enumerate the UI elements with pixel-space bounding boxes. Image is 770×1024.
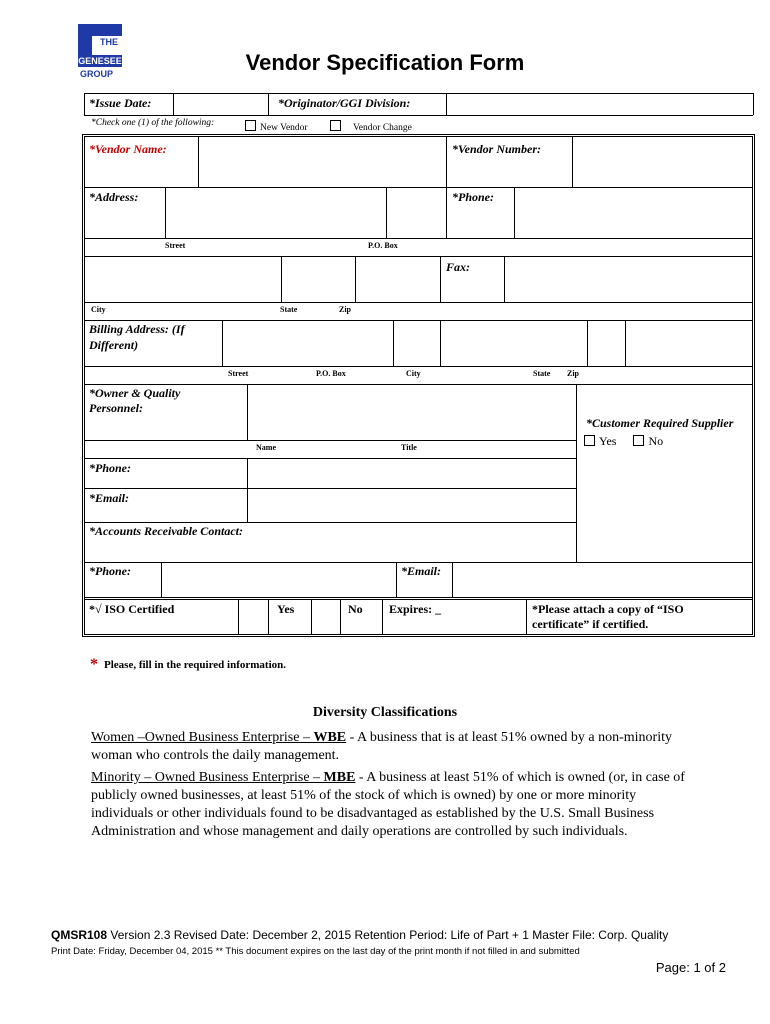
issue-date-label: *Issue Date: bbox=[89, 96, 152, 110]
logo-text-group: GROUP bbox=[80, 69, 114, 79]
fax-label: Fax: bbox=[446, 260, 470, 274]
billing-address-label-2: Different) bbox=[89, 338, 139, 352]
iso-yes-box[interactable] bbox=[239, 601, 267, 634]
footer-revision-line bbox=[51, 928, 668, 942]
address-po-box-field[interactable] bbox=[387, 188, 445, 237]
name-caption: Name bbox=[256, 443, 276, 452]
zip-field[interactable] bbox=[356, 257, 439, 301]
billing-street-field[interactable] bbox=[223, 321, 392, 365]
new-vendor-checkbox[interactable] bbox=[245, 120, 256, 131]
ar-email-field[interactable] bbox=[453, 563, 751, 597]
po-box-caption: P.O. Box bbox=[368, 241, 398, 250]
ar-contact-field[interactable] bbox=[86, 540, 575, 561]
ar-phone-field[interactable] bbox=[162, 563, 395, 597]
vendor-change-checkbox[interactable] bbox=[330, 120, 341, 131]
mbe-text: - A business at least 51% of which is owned (or, in case of publicly owned businesses, at least 51% of the stock of which is owned) by one or more minority individuals or other individuals found to be disadvantaged as established by the U.S. Small Business Administration and whose management and daily operations are controlled by such individuals. bbox=[91, 770, 685, 839]
vendor-number-label: *Vendor Number: bbox=[452, 142, 542, 156]
owner-email-label: *Email: bbox=[89, 491, 130, 505]
page-title: Vendor Specification Form bbox=[245, 50, 525, 75]
ar-email-label: *Email: bbox=[401, 564, 442, 578]
originator-field[interactable] bbox=[447, 94, 752, 114]
billing-po-box-field[interactable] bbox=[394, 321, 439, 365]
state-caption: State bbox=[280, 305, 298, 314]
page-number: Page: 1 of 2 bbox=[655, 960, 726, 975]
attach-iso-note-2: certificate” if certified. bbox=[532, 617, 649, 631]
iso-no-label: No bbox=[348, 602, 363, 616]
customer-required-yes-label: Yes bbox=[599, 434, 617, 448]
city-field[interactable] bbox=[86, 257, 280, 301]
owner-phone-label: *Phone: bbox=[89, 461, 131, 475]
mbe-paragraph bbox=[91, 769, 691, 841]
iso-no-box[interactable] bbox=[312, 601, 339, 634]
iso-expires-label[interactable]: Expires: _ bbox=[389, 602, 442, 616]
footer-print-date: Print Date: Friday, December 04, 2015 ** This document expires on the last day of the print month if not filled in and submitted bbox=[51, 946, 580, 957]
owner-email-field[interactable] bbox=[248, 489, 575, 521]
fax-field[interactable] bbox=[505, 257, 751, 301]
billing-zip-field[interactable] bbox=[626, 321, 751, 365]
street-caption: Street bbox=[165, 241, 186, 250]
wbe-lead: Women –Owned Business Enterprise – bbox=[91, 730, 314, 745]
issue-date-field[interactable] bbox=[174, 94, 267, 114]
vendor-name-label: *Vendor Name: bbox=[89, 142, 167, 156]
billing-city-field[interactable] bbox=[441, 321, 586, 365]
title-caption: Title bbox=[401, 443, 417, 452]
customer-required-no-label: No bbox=[648, 434, 664, 448]
address-street-field[interactable] bbox=[166, 188, 385, 237]
billing-po-box-caption: P.O. Box bbox=[316, 369, 346, 378]
new-vendor-label: New Vendor bbox=[260, 123, 308, 133]
originator-label: *Originator/GGI Division: bbox=[278, 96, 411, 110]
customer-required-yes-checkbox[interactable] bbox=[584, 435, 595, 446]
attach-iso-note-1: *Please attach a copy of “ISO bbox=[532, 602, 684, 616]
logo-text-the: THE bbox=[100, 37, 118, 47]
ar-phone-label: *Phone: bbox=[89, 564, 131, 578]
address-label: *Address: bbox=[89, 190, 139, 204]
billing-address-label-1: Billing Address: (If bbox=[89, 322, 185, 336]
customer-required-label: *Customer Required Supplier bbox=[586, 416, 734, 430]
phone-label: *Phone: bbox=[452, 190, 494, 204]
phone-field[interactable] bbox=[515, 188, 751, 237]
billing-street-caption: Street bbox=[228, 369, 249, 378]
billing-state-caption: State bbox=[533, 369, 551, 378]
vendor-change-label: Vendor Change bbox=[353, 123, 412, 133]
city-caption: City bbox=[91, 305, 106, 314]
required-star: * bbox=[90, 656, 98, 673]
wbe-paragraph bbox=[91, 729, 691, 765]
wbe-abbr: WBE bbox=[313, 730, 347, 745]
iso-certified-label: *√ ISO Certified bbox=[89, 602, 175, 616]
ar-contact-label: *Accounts Receivable Contact: bbox=[89, 524, 243, 538]
footer-revision-text: Version 2.3 Revised Date: December 2, 2015 Retention Period: Life of Part + 1 Master File: Corp. Quality bbox=[107, 928, 669, 942]
owner-quality-label-2: Personnel: bbox=[89, 401, 143, 415]
mbe-abbr: MBE bbox=[323, 770, 356, 785]
state-field[interactable] bbox=[282, 257, 354, 301]
owner-phone-field[interactable] bbox=[248, 459, 575, 487]
required-note: Please, fill in the required information. bbox=[104, 659, 286, 671]
iso-yes-label: Yes bbox=[277, 602, 295, 616]
mbe-lead: Minority – Owned Business Enterprise – bbox=[91, 770, 324, 785]
vendor-name-field[interactable] bbox=[199, 138, 445, 186]
footer-doc-id: QMSR108 bbox=[51, 928, 108, 942]
vendor-number-field[interactable] bbox=[573, 138, 751, 186]
customer-required-no-checkbox[interactable] bbox=[633, 435, 644, 446]
zip-caption: Zip bbox=[339, 305, 352, 314]
owner-quality-field[interactable] bbox=[248, 385, 575, 439]
diversity-title: Diversity Classifications bbox=[312, 705, 458, 720]
billing-city-caption: City bbox=[406, 369, 421, 378]
check-one-label: *Check one (1) of the following: bbox=[91, 118, 215, 128]
owner-quality-label-1: *Owner & Quality bbox=[89, 386, 181, 400]
billing-zip-caption: Zip bbox=[567, 369, 580, 378]
billing-state-field[interactable] bbox=[588, 321, 624, 365]
logo-text-genesee: GENESEE bbox=[78, 56, 122, 66]
wbe-text: - A business that is at least 51% owned by a non-minority woman who controls the daily management. bbox=[91, 730, 672, 763]
